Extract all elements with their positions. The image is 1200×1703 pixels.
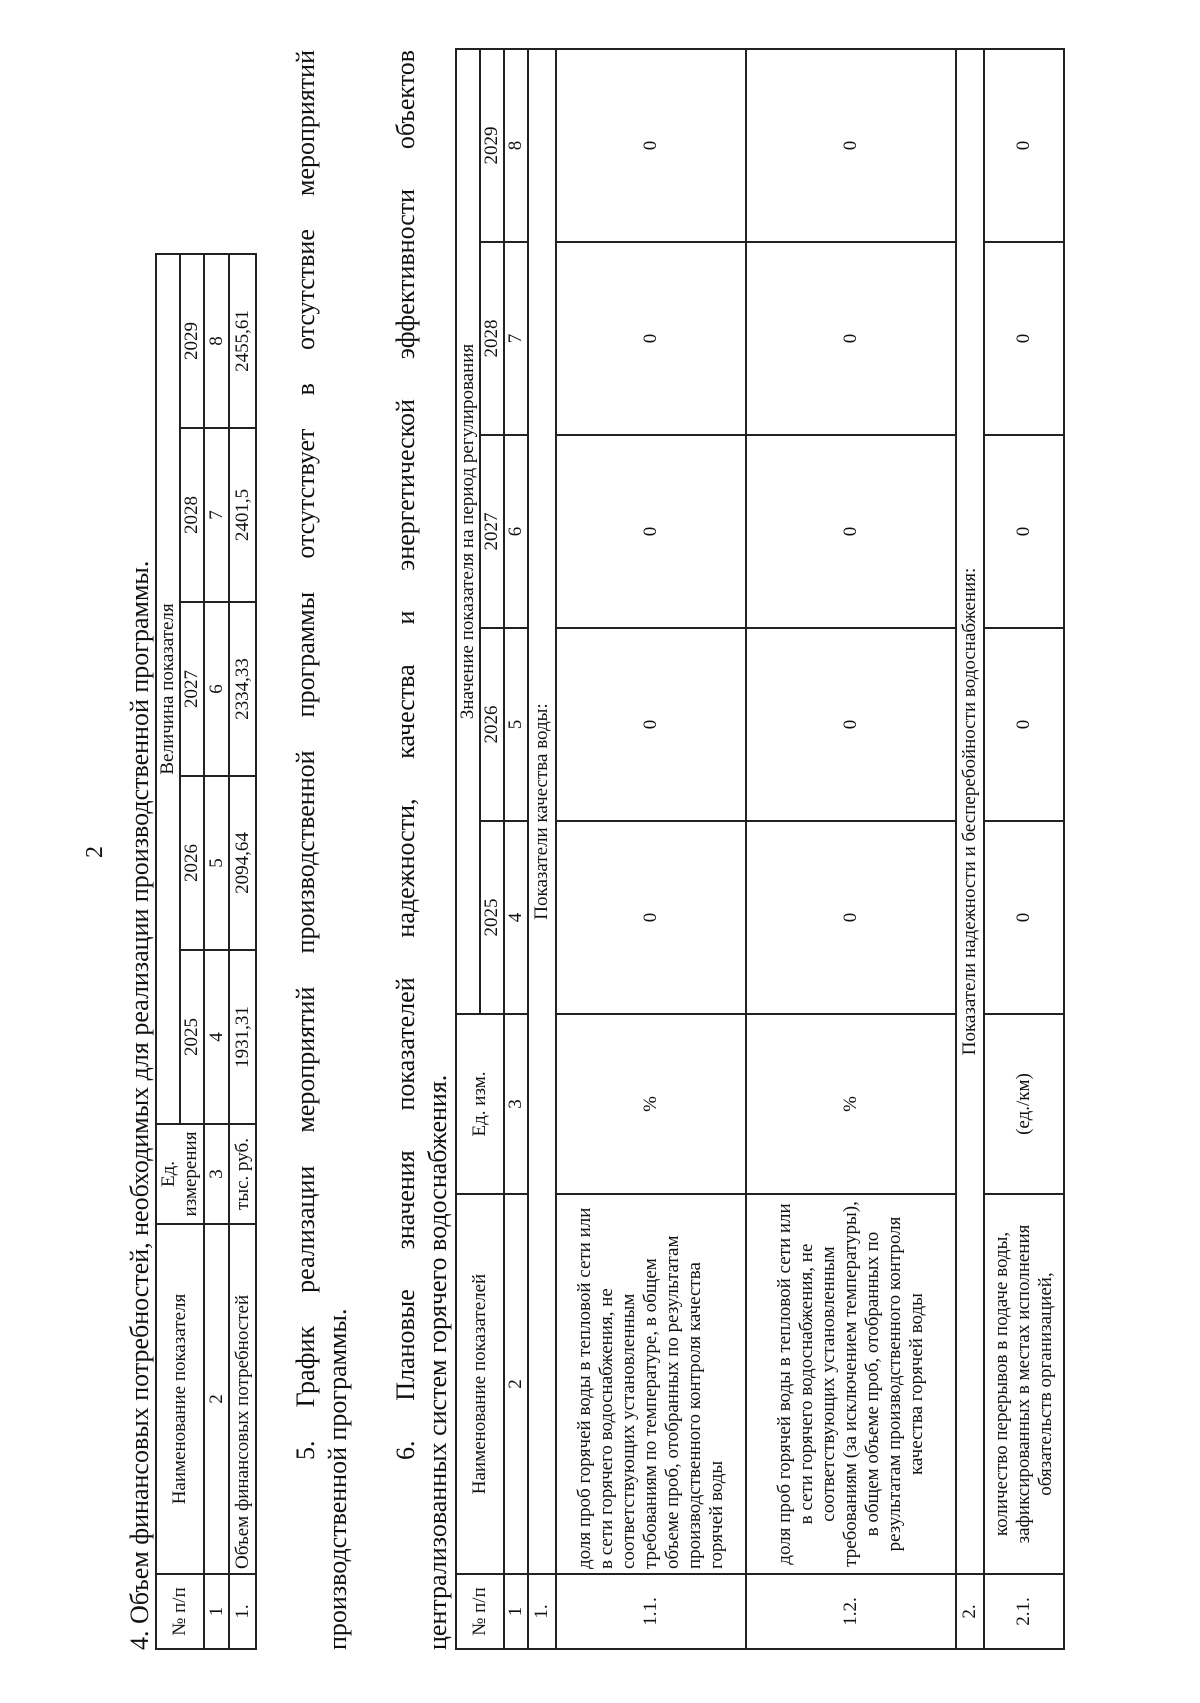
row-value: 0 (984, 49, 1064, 242)
header-year: 2028 (480, 242, 504, 435)
header-value-group: Значение показателя на период регулирования (456, 49, 480, 1014)
index-row (204, 254, 229, 1649)
index-cell: 2 (204, 1224, 229, 1574)
table-row (229, 254, 256, 1649)
row-name: доля проб горячей воды в тепловой сети или в сети горячего водоснабжения, не соответствующих установленным требованиям (за исключением температуры), в общем объеме проб, отобранных по результатам производственного контроля качества горячей воды (746, 1194, 956, 1574)
index-cell: 8 (504, 49, 528, 242)
header-year: 2025 (480, 821, 504, 1014)
section-row (956, 49, 984, 1649)
index-cell: 7 (504, 242, 528, 435)
header-year: 2027 (180, 602, 204, 776)
section-title: Показатели качества воды: (528, 49, 556, 1574)
header-year: 2027 (480, 435, 504, 628)
row-value: 2334,33 (229, 602, 256, 776)
header-unit: Ед. измерения (156, 1124, 204, 1224)
row-unit: тыс. руб. (229, 1124, 256, 1224)
index-cell: 5 (504, 628, 528, 821)
row-name: Объем финансовых потребностей (229, 1224, 256, 1574)
page-number: 2 (82, 846, 108, 858)
index-cell: 8 (204, 254, 229, 428)
section-row (528, 49, 556, 1649)
section-num: 1. (528, 1574, 556, 1649)
row-unit: % (556, 1014, 746, 1194)
row-name: количество перерывов в подаче воды, зафиксированных в местах исполнения обязательств организацией, (984, 1194, 1064, 1574)
section-num: 2. (956, 1574, 984, 1649)
header-name: Наименование показателей (456, 1194, 504, 1574)
index-cell: 6 (504, 435, 528, 628)
row-num: 2.1. (984, 1574, 1064, 1649)
row-value: 0 (984, 242, 1064, 435)
row-value: 0 (746, 628, 956, 821)
row-value: 0 (556, 49, 746, 242)
section6-paragraph (390, 50, 454, 1650)
header-num: № п/п (156, 1574, 204, 1649)
row-unit: % (746, 1014, 956, 1194)
rotated-content (125, 30, 1200, 1650)
index-cell: 3 (504, 1014, 528, 1194)
section-title: Показатели надежности и бесперебойности водоснабжения: (956, 49, 984, 1574)
index-cell: 2 (504, 1194, 528, 1574)
row-value: 0 (746, 242, 956, 435)
row-num: 1.1. (556, 1574, 746, 1649)
row-value: 0 (984, 435, 1064, 628)
index-cell: 4 (504, 821, 528, 1014)
index-cell: 3 (204, 1124, 229, 1224)
row-value: 2455,61 (229, 254, 256, 428)
row-value: 0 (746, 821, 956, 1014)
row-value: 0 (984, 628, 1064, 821)
header-year: 2028 (180, 428, 204, 602)
row-value: 0 (556, 821, 746, 1014)
index-cell: 4 (204, 950, 229, 1124)
financial-needs-table (155, 253, 257, 1650)
row-name: доля проб горячей воды в тепловой сети или в сети горячего водоснабжения, не соответствующих установленным требованиям по температуре, в общем объеме проб, отобранных по результатам производственного контроля качества горячей воды (556, 1194, 746, 1574)
section4-title: 4. Объем финансовых потребностей, необходимых для реализации производственной программы. (125, 560, 154, 1650)
header-value-group: Величина показателя (156, 254, 180, 1124)
header-num: № п/п (456, 1574, 504, 1649)
header-year: 2029 (480, 49, 504, 242)
section5-paragraph (290, 50, 354, 1650)
index-cell: 1 (204, 1574, 229, 1649)
index-cell: 6 (204, 602, 229, 776)
header-year: 2025 (180, 950, 204, 1124)
section5-line1: 5. График реализации мероприятий производственной программы отсутствует в отсутствие мероприятий (291, 50, 320, 1460)
table-row (556, 49, 746, 1649)
row-value: 0 (556, 242, 746, 435)
row-value: 2401,5 (229, 428, 256, 602)
header-unit: Ед. изм. (456, 1014, 504, 1194)
header-year: 2026 (480, 628, 504, 821)
index-cell: 5 (204, 776, 229, 950)
header-name: Наименование показателя (156, 1224, 204, 1574)
table-row (746, 49, 956, 1649)
row-value: 0 (746, 435, 956, 628)
row-value: 0 (746, 49, 956, 242)
row-num: 1. (229, 1574, 256, 1649)
section5-line2: производственной программы. (323, 1308, 352, 1650)
table-row (984, 49, 1064, 1649)
index-cell: 7 (204, 428, 229, 602)
header-year: 2026 (180, 776, 204, 950)
row-value: 0 (984, 821, 1064, 1014)
section6-line1: 6. Плановые значения показателей надежности, качества и энергетической эффективности объектов (391, 50, 420, 1460)
row-value: 0 (556, 628, 746, 821)
row-unit: (ед./км) (984, 1014, 1064, 1194)
row-value: 0 (556, 435, 746, 628)
index-cell: 1 (504, 1574, 528, 1649)
index-row (504, 49, 528, 1649)
reliability-indicators-table (455, 48, 1065, 1650)
section6-line2: централизованных систем горячего водоснабжения. (423, 1074, 452, 1650)
row-value: 1931,31 (229, 950, 256, 1124)
header-year: 2029 (180, 254, 204, 428)
row-value: 2094,64 (229, 776, 256, 950)
row-num: 1.2. (746, 1574, 956, 1649)
